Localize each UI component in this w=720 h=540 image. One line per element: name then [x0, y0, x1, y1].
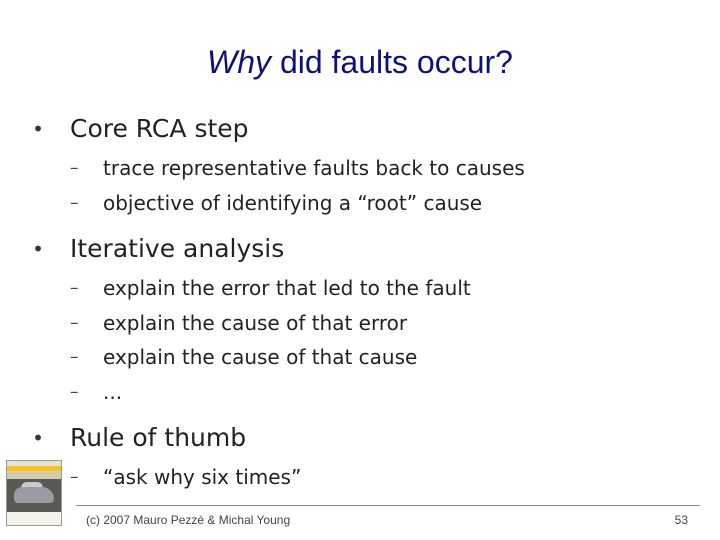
sub-item	[28, 375, 698, 410]
sub-item	[28, 340, 698, 375]
bullet-list	[28, 114, 698, 509]
sub-item-text: “ask why six times”	[103, 465, 302, 489]
dash-marker: –	[70, 158, 79, 178]
dash-marker: –	[70, 278, 79, 298]
sub-item	[28, 151, 698, 186]
dash-marker: –	[70, 467, 79, 487]
footer-credit: (c) 2007 Mauro Pezzè & Michal Young	[86, 513, 291, 527]
bullet-text: Rule of thumb	[70, 423, 247, 452]
sub-item-text: explain the error that led to the fault	[103, 276, 471, 300]
bullet-text: Core RCA step	[70, 114, 249, 143]
bullet-marker: •	[32, 117, 44, 141]
sub-item	[28, 460, 698, 495]
title-rest: did faults occur?	[271, 44, 513, 80]
bullet-rule-of-thumb	[28, 423, 698, 453]
bullet-marker: •	[32, 426, 44, 450]
footer-divider	[76, 505, 700, 506]
sub-item-text: ...	[103, 379, 123, 404]
sub-item	[28, 271, 698, 306]
bullet-iterative-analysis	[28, 234, 698, 264]
sub-item-text: trace representative faults back to causes	[103, 156, 525, 180]
dash-marker: –	[70, 192, 79, 213]
slide-title	[0, 44, 720, 81]
book-cover-image	[6, 460, 62, 526]
bullet-marker: •	[32, 237, 44, 261]
dash-marker: –	[70, 347, 79, 367]
dash-marker: –	[70, 381, 79, 402]
sub-list	[28, 271, 698, 409]
bullet-core-rca-step	[28, 114, 698, 144]
sub-item	[28, 306, 698, 341]
sub-list	[28, 151, 698, 220]
page-number: 53	[674, 513, 688, 527]
sub-item	[28, 186, 698, 221]
sub-item-text: explain the cause of that error	[103, 310, 408, 335]
sub-list	[28, 460, 698, 495]
title-emphasis: Why	[207, 44, 272, 80]
sub-item-text: explain the cause of that cause	[103, 345, 418, 369]
bullet-text: Iterative analysis	[70, 234, 285, 263]
sub-item-text: objective of identifying a “root” cause	[103, 190, 483, 215]
car-body-shape	[14, 487, 54, 503]
dash-marker: –	[70, 312, 79, 333]
